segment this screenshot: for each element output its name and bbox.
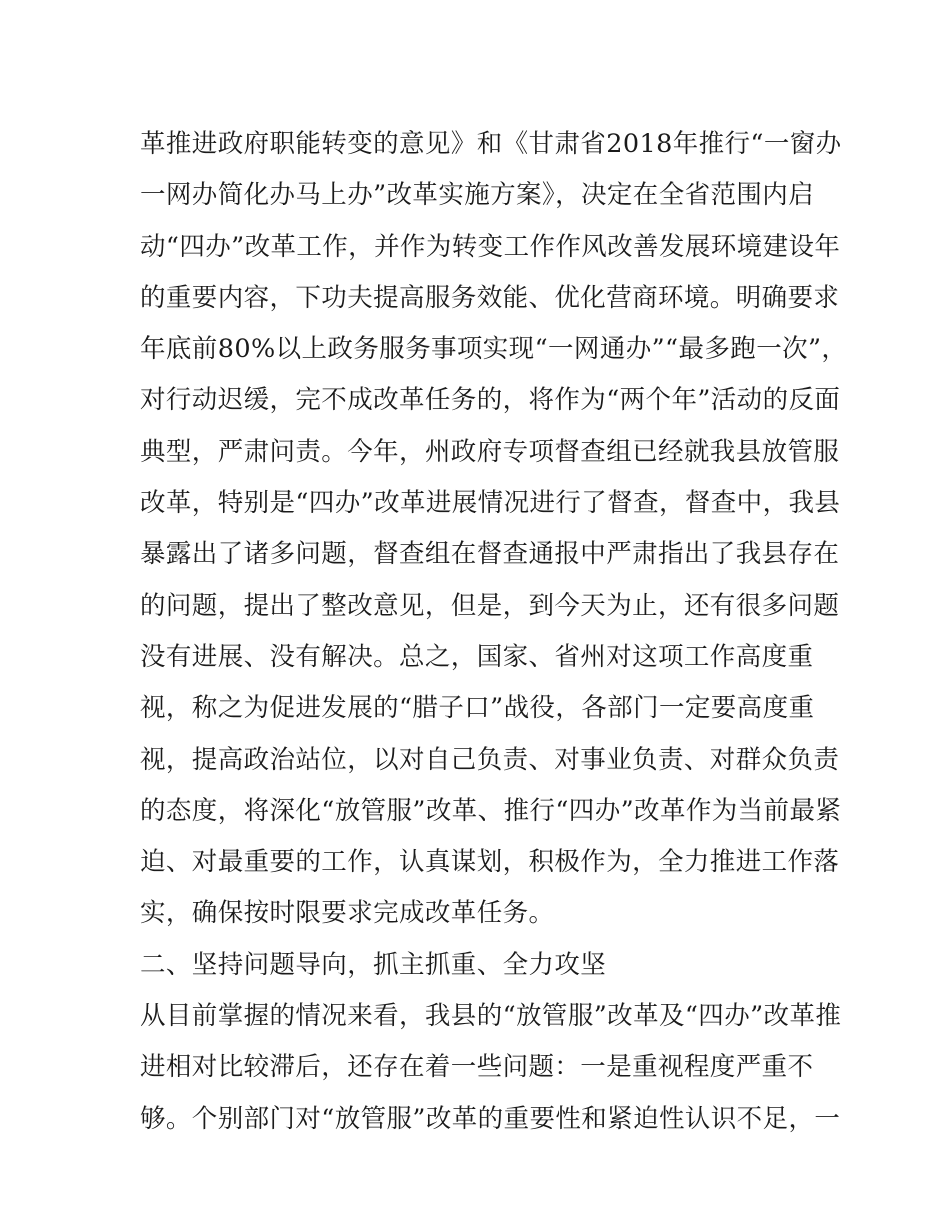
text-line: 视，提高政治站位，以对自己负责、对事业负责、对群众负责	[140, 744, 840, 775]
text-line: 动“四办”改革工作，并作为转变工作作风改善发展环境建设年	[140, 231, 841, 262]
text-line: 改革，特别是“四办”改革进展情况进行了督查，督查中，我县	[140, 488, 841, 519]
text-line: 暴露出了诸多问题，督查组在督查通报中严肃指出了我县存在	[140, 539, 840, 570]
text-line: 对行动迟缓，完不成改革任务的，将作为“两个年”活动的反面	[140, 385, 841, 416]
text-line: 年底前80%以上政务服务事项实现“一网通办”“最多跑一次”，	[140, 334, 848, 365]
text-line: 进相对比较滞后，还存在着一些问题：一是重视程度严重不	[140, 1052, 814, 1083]
section-heading: 二、坚持问题导向，抓主抓重、全力攻坚	[140, 949, 607, 980]
text-line: 迫、对最重要的工作，认真谋划，积极作为，全力推进工作落	[140, 847, 840, 878]
text-line: 够。个别部门对“放管服”改革的重要性和紧迫性认识不足，一	[140, 1103, 841, 1134]
text-line: 一网办简化办马上办”改革实施方案》，决定在全省范围内启	[140, 180, 815, 211]
text-line: 典型，严肃问责。今年，州政府专项督查组已经就我县放管服	[140, 436, 840, 467]
text-line: 没有进展、没有解决。总之，国家、省州对这项工作高度重	[140, 641, 814, 672]
text-line: 实，确保按时限要求完成改革任务。	[140, 898, 555, 929]
document-body	[140, 119, 848, 1145]
text-line: 的态度，将深化“放管服”改革、推行“四办”改革作为当前最紧	[140, 795, 842, 826]
text-line: 的重要内容，下功夫提高服务效能、优化营商环境。明确要求	[140, 282, 840, 313]
text-line: 的问题，提出了整改意见，但是，到今天为止，还有很多问题	[140, 590, 840, 621]
text-line: 革推进政府职能转变的意见》和《甘肃省2018年推行“一窗办	[140, 129, 842, 159]
text-line: 视，称之为促进发展的“腊子口”战役，各部门一定要高度重	[140, 693, 815, 724]
text-line: 从目前掌握的情况来看，我县的“放管服”改革及“四办”改革推	[140, 1001, 842, 1032]
